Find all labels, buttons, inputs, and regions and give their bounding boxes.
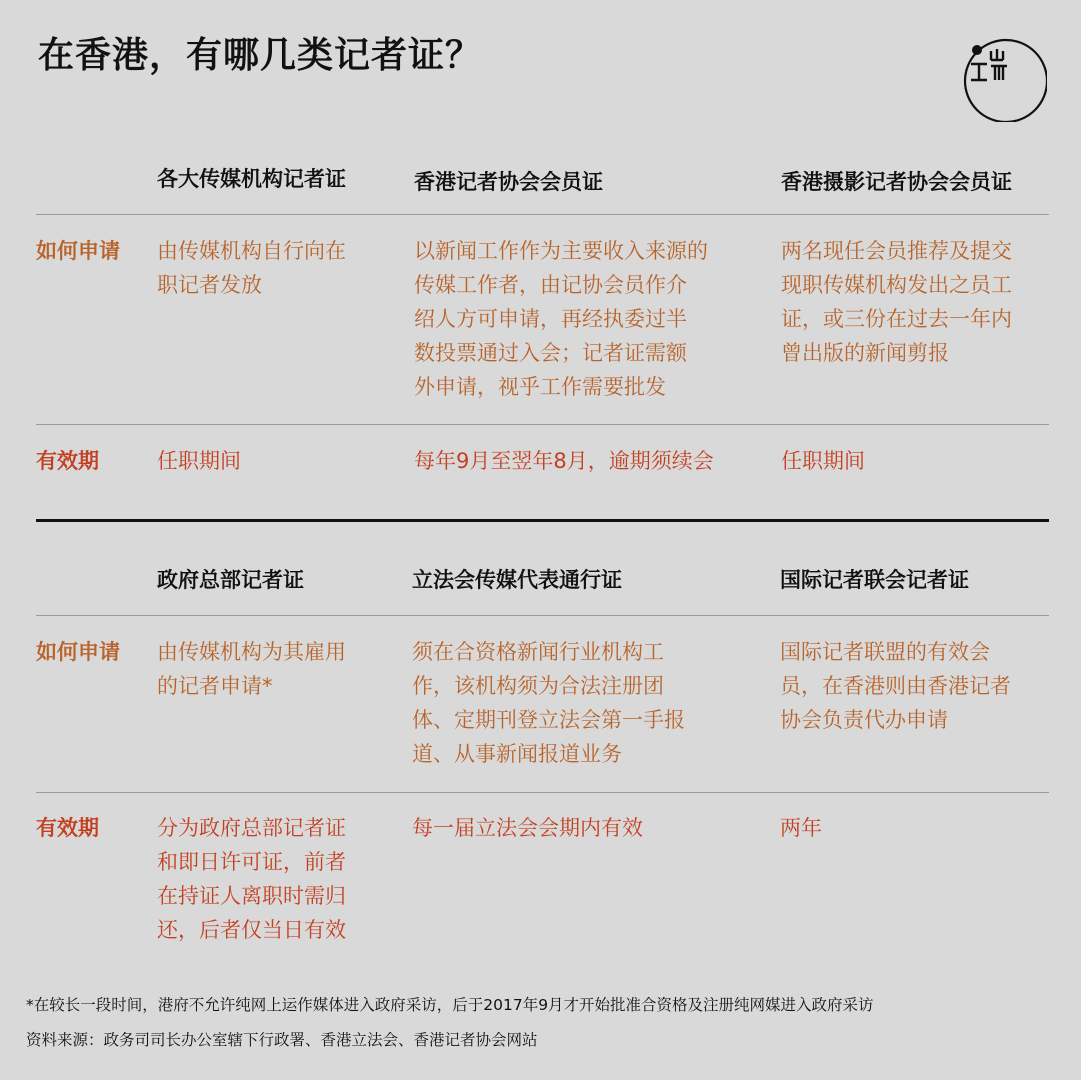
header-hkpa-member-card: 香港摄影记者协会会员证 (781, 170, 1012, 194)
apply-cell: 由传媒机构自行向在 职记者发放 (157, 239, 346, 297)
row-label-apply: 如何申请 (36, 239, 120, 263)
apply-cell: 由传媒机构为其雇用 的记者申请* (157, 640, 346, 698)
header-hkja-member-card: 香港记者协会会员证 (414, 170, 603, 194)
section-divider (36, 519, 1049, 522)
source-note: 资料来源：政务司司长办公室辖下行政署、香港立法会、香港记者协会网站 (26, 1031, 538, 1049)
valid-cell: 每年9月至翌年8月，逾期须续会 (414, 449, 714, 473)
row-divider (36, 214, 1049, 215)
apply-cell: 国际记者联盟的有效会 员，在香港则由香港记者 协会负责代办申请 (780, 640, 1011, 732)
theinitium-logo-icon (963, 38, 1047, 122)
header-gov-press-card: 政府总部记者证 (157, 568, 304, 592)
valid-cell: 任职期间 (157, 449, 241, 473)
footnote: *在较长一段时间，港府不允许纯网上运作媒体进入政府采访，后于2017年9月才开始批准合资格及注册纯网媒进入政府采访 (26, 996, 874, 1014)
row-label-apply: 如何申请 (36, 640, 120, 664)
header-ifj-press-card: 国际记者联会记者证 (780, 568, 969, 592)
apply-cell: 以新闻工作作为主要收入来源的 传媒工作者，由记协会员作介 绍人方可申请，再经执委过半 数投票通过入会；记者证需额 外申请，视乎工作需要批发 (414, 239, 708, 399)
valid-cell: 每一届立法会会期内有效 (412, 816, 643, 840)
row-label-valid: 有效期 (36, 449, 99, 473)
header-legco-media-pass: 立法会传媒代表通行证 (412, 568, 622, 592)
valid-cell: 任职期间 (781, 449, 865, 473)
row-divider (36, 615, 1049, 616)
row-divider (36, 424, 1049, 425)
page-title: 在香港，有哪几类记者证？ (38, 35, 483, 76)
row-divider (36, 792, 1049, 793)
valid-cell: 分为政府总部记者证 和即日许可证，前者 在持证人离职时需归 还，后者仅当日有效 (157, 816, 346, 942)
apply-cell: 须在合资格新闻行业机构工 作，该机构须为合法注册团 体、定期刊登立法会第一手报 道、从事新闻报道业务 (412, 640, 685, 766)
valid-cell: 两年 (780, 816, 822, 840)
header-media-press-card: 各大传媒机构记者证 (157, 167, 346, 191)
apply-cell: 两名现任会员推荐及提交 现职传媒机构发出之员工 证，或三份在过去一年内 曾出版的新闻剪报 (781, 239, 1012, 365)
row-label-valid: 有效期 (36, 816, 99, 840)
